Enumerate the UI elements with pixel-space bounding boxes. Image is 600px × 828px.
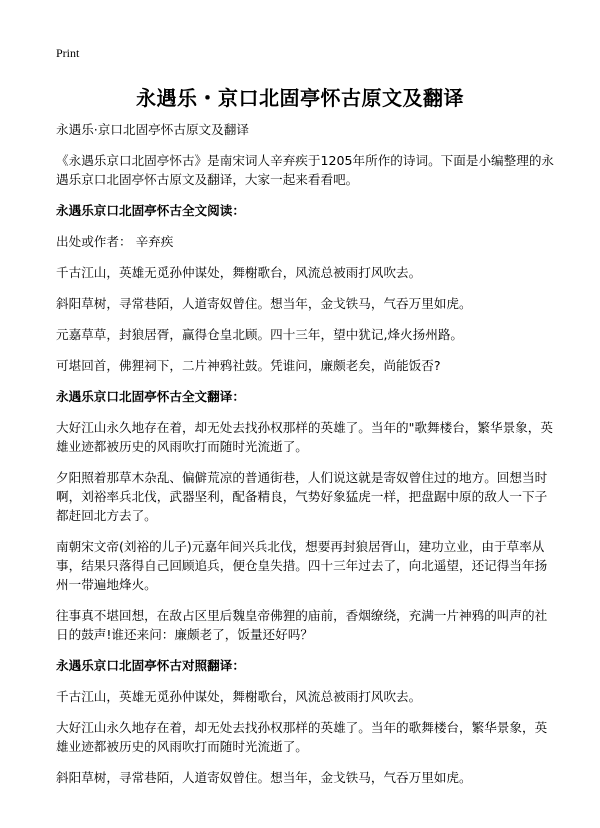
section-heading-translation: 永遇乐京口北固亭怀古全文翻译：	[56, 389, 245, 404]
poem-line: 元嘉草草，封狼居胥，赢得仓皇北顾。四十三年，望中犹记,烽火扬州路。	[56, 327, 464, 342]
page-title: 永遇乐・京口北固亭怀古原文及翻译	[136, 86, 464, 110]
translation-paragraph: 大好江山永久地存在着，却无处去找孙权那样的英雄了。当年的"歌舞楼台，繁华景象，英雄业迹都被历史的风雨吹打而随时光流逝了。	[56, 420, 553, 454]
translation-paragraph: 南朝宋文帝(刘裕的儿子)元嘉年间兴兵北伐，想要再封狼居胥山，建功立业，由于草率从事，结果只落得自己回顾追兵，便仓皇失措。四十三年过去了，向北遥望，还记得当年扬州一带遍地烽火。	[56, 539, 548, 592]
poem-line: 斜阳草树，寻常巷陌，人道寄奴曾住。想当年，金戈铁马，气吞万里如虎。	[56, 296, 472, 311]
author-line: 出处或作者： 辛弃疾	[56, 234, 174, 249]
article-body	[56, 120, 556, 799]
translation-paragraph: 往事真不堪回想，在敌占区里后魏皇帝佛狸的庙前，香烟缭绕，充满一片神鸦的叫声的社日的鼓声!谁还来问：廉颇老了，饭量还好吗？	[56, 608, 548, 642]
poem-line: 可堪回首，佛狸祠下，二片神鸦社鼓。凭谁问，廉颇老矣，尚能饭否?	[56, 358, 441, 373]
intro-paragraph: 《永遇乐京口北固亭怀古》是南宋词人辛弃疾于1205年所作的诗词。下面是小编整理的永遇乐京口北固亭怀古原文及翻译，大家一起来看看吧。	[56, 153, 555, 187]
section-heading-comparison: 永遇乐京口北固亭怀古对照翻译：	[56, 658, 245, 673]
comparison-paragraph: 大好江山永久地存在着，却无处去找孙权那样的英雄了。当年的歌舞楼台，繁华景象，英雄业迹都被历史的风雨吹打而随时光流逝了。	[56, 720, 548, 754]
translation-paragraph: 夕阳照着那草木杂乱、偏僻荒凉的普通街巷，人们说这就是寄奴曾住过的地方。回想当时啊，刘裕率兵北伐，武器坚利，配备精良，气势好象猛虎一样，把盘踞中原的敌人一下子都赶回北方去了。	[56, 470, 548, 523]
print-link[interactable]: Print	[56, 46, 80, 60]
section-heading-full-text: 永遇乐京口北固亭怀古全文阅读：	[56, 203, 245, 218]
poem-line: 千古江山，英雄无觅孙仲谋处，舞榭歌台，风流总被雨打风吹去。	[56, 265, 422, 280]
comparison-paragraph: 千古江山，英雄无觅孙仲谋处，舞榭歌台，风流总被雨打风吹去。	[56, 689, 422, 704]
article-subtitle: 永遇乐·京口北固亭怀古原文及翻译	[56, 122, 249, 137]
comparison-paragraph: 斜阳草树，寻常巷陌，人道寄奴曾住。想当年，金戈铁马，气吞万里如虎。	[56, 770, 472, 785]
